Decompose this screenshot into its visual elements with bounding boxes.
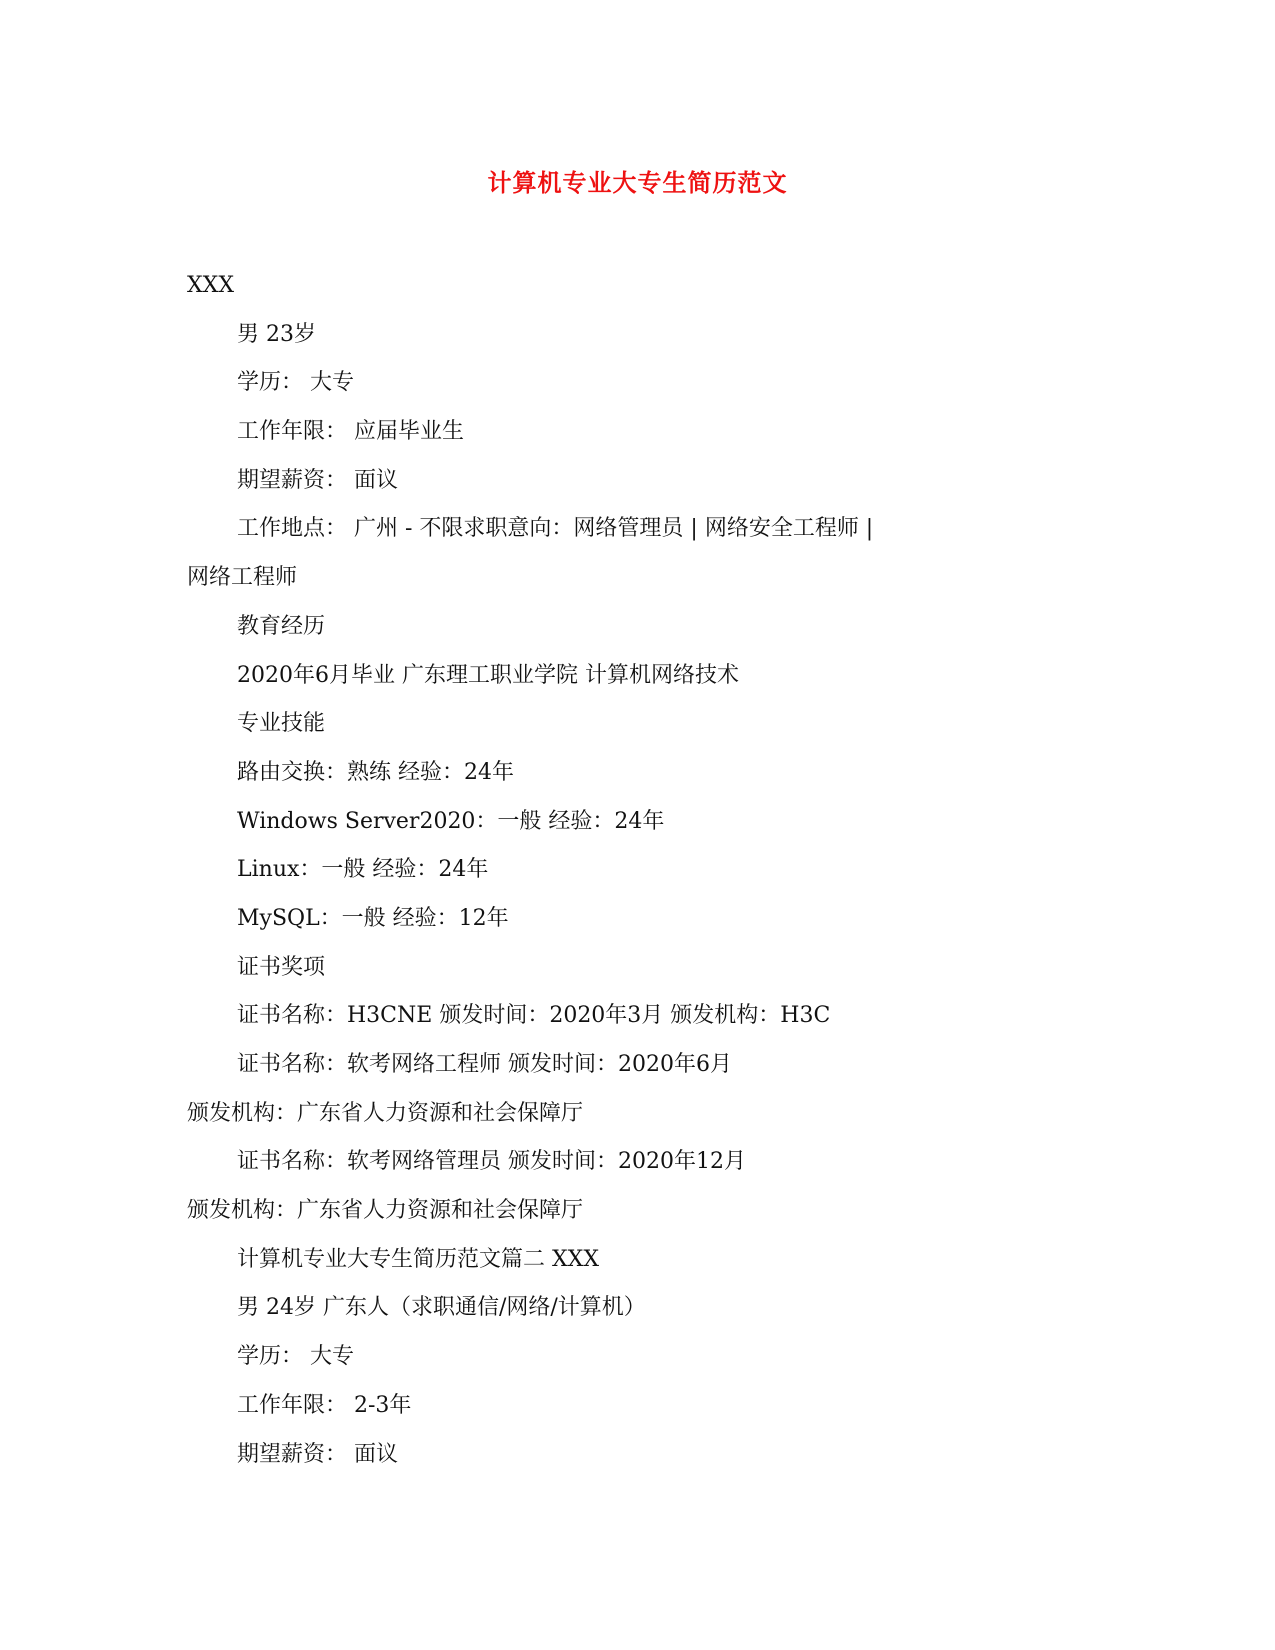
document-line: 工作年限： 2-3年 — [237, 1392, 412, 1418]
document-line: 期望薪资： 面议 — [237, 1441, 398, 1467]
document-line: Windows Server2020：一般 经验：24年 — [237, 808, 665, 834]
document-line: 路由交换：熟练 经验：24年 — [237, 759, 514, 785]
document-line: 男 24岁 广东人（求职通信/网络/计算机） — [237, 1295, 646, 1321]
document-line: XXX — [187, 273, 234, 298]
document-line: 学历： 大专 — [237, 370, 354, 396]
document-line: 工作地点： 广州 - 不限求职意向：网络管理员 | 网络安全工程师 | — [237, 516, 874, 542]
document-line: 颁发机构：广东省人力资源和社会保障厅 — [187, 1100, 584, 1126]
document-line: 证书名称：软考网络工程师 颁发时间：2020年6月 — [237, 1052, 732, 1077]
document-line: 颁发机构：广东省人力资源和社会保障厅 — [187, 1198, 584, 1224]
document-line: 专业技能 — [237, 711, 326, 737]
document-line: MySQL：一般 经验：12年 — [237, 905, 509, 931]
document-line: 学历： 大专 — [237, 1344, 354, 1370]
document-line: 计算机专业大专生简历范文篇二 XXX — [237, 1246, 599, 1272]
document-line: Linux：一般 经验：24年 — [237, 857, 489, 883]
document-line: 教育经历 — [237, 613, 326, 639]
document-line: 证书奖项 — [237, 954, 326, 980]
document-line: 男 23岁 — [237, 321, 316, 347]
document-line: 期望薪资： 面议 — [237, 467, 398, 493]
document-line: 2020年6月毕业 广东理工职业学院 计算机网络技术 — [237, 662, 739, 688]
document-line: 工作年限： 应届毕业生 — [237, 419, 464, 445]
document-body — [187, 262, 1007, 1479]
document-line: 证书名称：H3CNE 颁发时间：2020年3月 颁发机构：H3C — [237, 1003, 831, 1029]
document-line: 证书名称：软考网络管理员 颁发时间：2020年12月 — [237, 1149, 746, 1175]
document-line: 网络工程师 — [187, 565, 298, 591]
document-title: 计算机专业大专生简历范文 — [487, 168, 788, 197]
